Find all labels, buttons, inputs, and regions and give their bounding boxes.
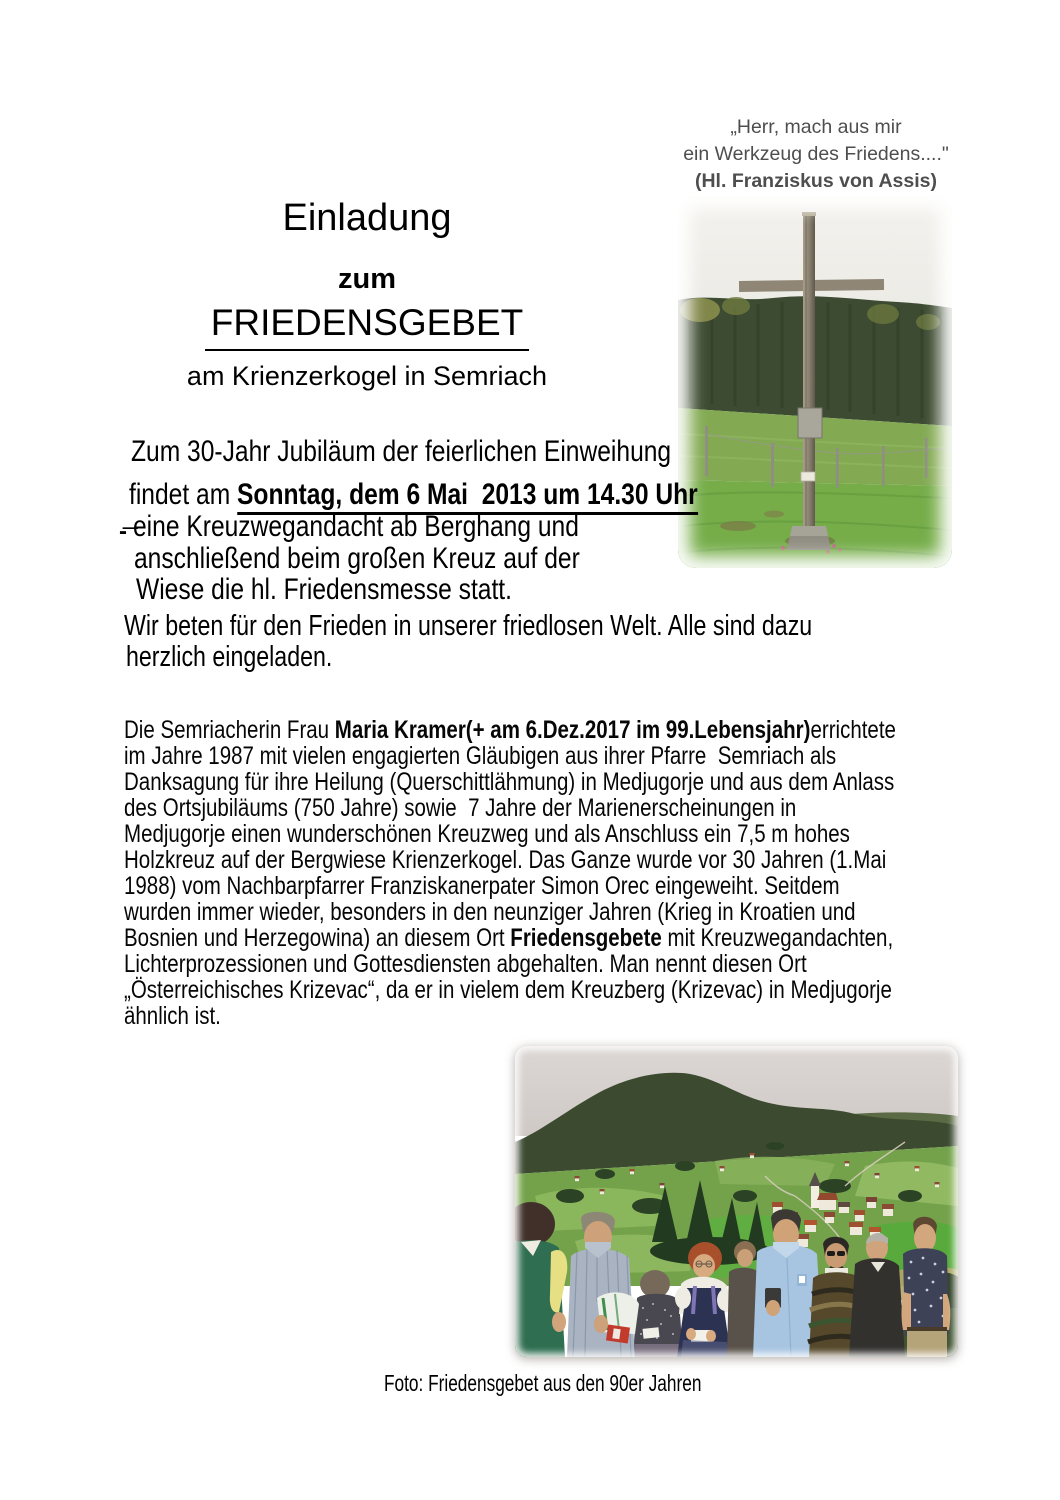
stray-underscore-mark: _: [123, 500, 138, 530]
invite-line-1: [131, 435, 790, 469]
appeal-line-2-text: herzlich eingeladen.: [126, 641, 333, 673]
body-line: Bosnien und Herzegowina) an diesem Ort Friedensgebete mit Kreuzwegandachten,: [124, 924, 894, 952]
page-title: Einladung: [282, 197, 452, 239]
event-title: [120, 302, 614, 351]
body-line: des Ortsjubiläums (750 Jahre) sowie 7 Jahre der Marienerscheinungen in: [124, 794, 797, 822]
body-line: im Jahre 1987 mit vielen engagierten Gläubigen aus ihrer Pfarre Semriach als: [124, 742, 837, 770]
invite-line-2: [129, 478, 823, 512]
dirt-patch: [720, 521, 756, 531]
appeal-line-1-text: Wir beten für den Frieden in unserer friedlosen Welt. Alle sind dazu: [124, 610, 813, 642]
body-line: wurden immer wieder, besonders in den neunziger Jahren (Krieg in Kroatien und: [124, 898, 856, 926]
appeal-line-1: [124, 610, 984, 643]
quote-line-1: „Herr, mach aus mir: [730, 116, 902, 138]
beam-cap: [802, 212, 816, 216]
event-title-text: FRIEDENSGEBET: [205, 302, 530, 351]
cross-photo: [678, 196, 952, 568]
metal-plaque: [798, 408, 822, 438]
franziskus-quote: [660, 114, 972, 195]
quote-attribution: (Hl. Franziskus von Assis): [694, 170, 937, 192]
invite-line-5-text: Wiese die hl. Friedensmesse statt.: [136, 573, 512, 606]
group-photo-graphic: [515, 1046, 958, 1357]
body-line: Medjugorje einen wunderschönen Kreuzweg und als Anschluss ein 7,5 m hohes: [124, 820, 850, 848]
invite-line-2-text: findet am Sonntag, dem 6 Mai 2013 um 14.30 Uhr: [129, 478, 698, 512]
concrete-base-top: [790, 526, 828, 536]
invite-line-3-text: eine Kreuzwegandacht ab Berghang und: [133, 510, 579, 543]
invite-line-5: [136, 573, 595, 607]
photo-caption-text: Foto: Friedensgebet aus den 90er Jahren: [384, 1370, 702, 1396]
body-line: Lichterprozessionen und Gottesdiensten abgehalten. Man nennt diesen Ort: [124, 950, 807, 978]
body-line: Die Semriacherin Frau Maria Kramer(+ am 6.Dez.2017 im 99.Lebensjahr)errichtete: [124, 716, 896, 744]
invite-line-4-text: anschließend beim großen Kreuz auf der: [134, 542, 580, 575]
autumn-tree: [680, 298, 720, 322]
group-photo: [515, 1046, 958, 1357]
autumn-tree: [722, 297, 750, 315]
history-paragraph: [124, 717, 1024, 1029]
photo-caption: [384, 1370, 807, 1397]
autumn-tree: [916, 314, 940, 330]
body-line: Holzkreuz auf der Bergwiese Krienzerkogel. Das Ganze wurde vor 30 Jahren (1.Mai: [124, 846, 887, 874]
event-location: am Krienzerkogel in Semriach: [186, 361, 548, 391]
invite-line-3: [133, 510, 677, 544]
cross-photo-graphic: [678, 196, 952, 568]
title-connector: zum: [338, 263, 396, 295]
autumn-tree: [867, 304, 899, 324]
invite-line-1-text: Zum 30-Jahr Jubiläum der feierlichen Einweihung: [131, 435, 672, 468]
body-line: Danksagung für ihre Heilung (Querschittlähmung) in Medjugorje und aus dem Anlass: [124, 768, 895, 796]
invite-line-4: [134, 542, 678, 576]
body-line: ähnlich ist.: [124, 1002, 221, 1030]
body-line: 1988) vom Nachbarpfarrer Franziskanerpater Simon Orec eingeweiht. Seitdem: [124, 872, 840, 900]
quote-line-2: ein Werkzeug des Friedens....": [683, 143, 949, 165]
body-line: „Österreichisches Krizevac“, da er in vielem dem Kreuzberg (Krizevac) in Medjugorje: [124, 976, 892, 1004]
stray-dash-mark: -: [119, 518, 127, 545]
appeal-line-2: [126, 641, 384, 674]
